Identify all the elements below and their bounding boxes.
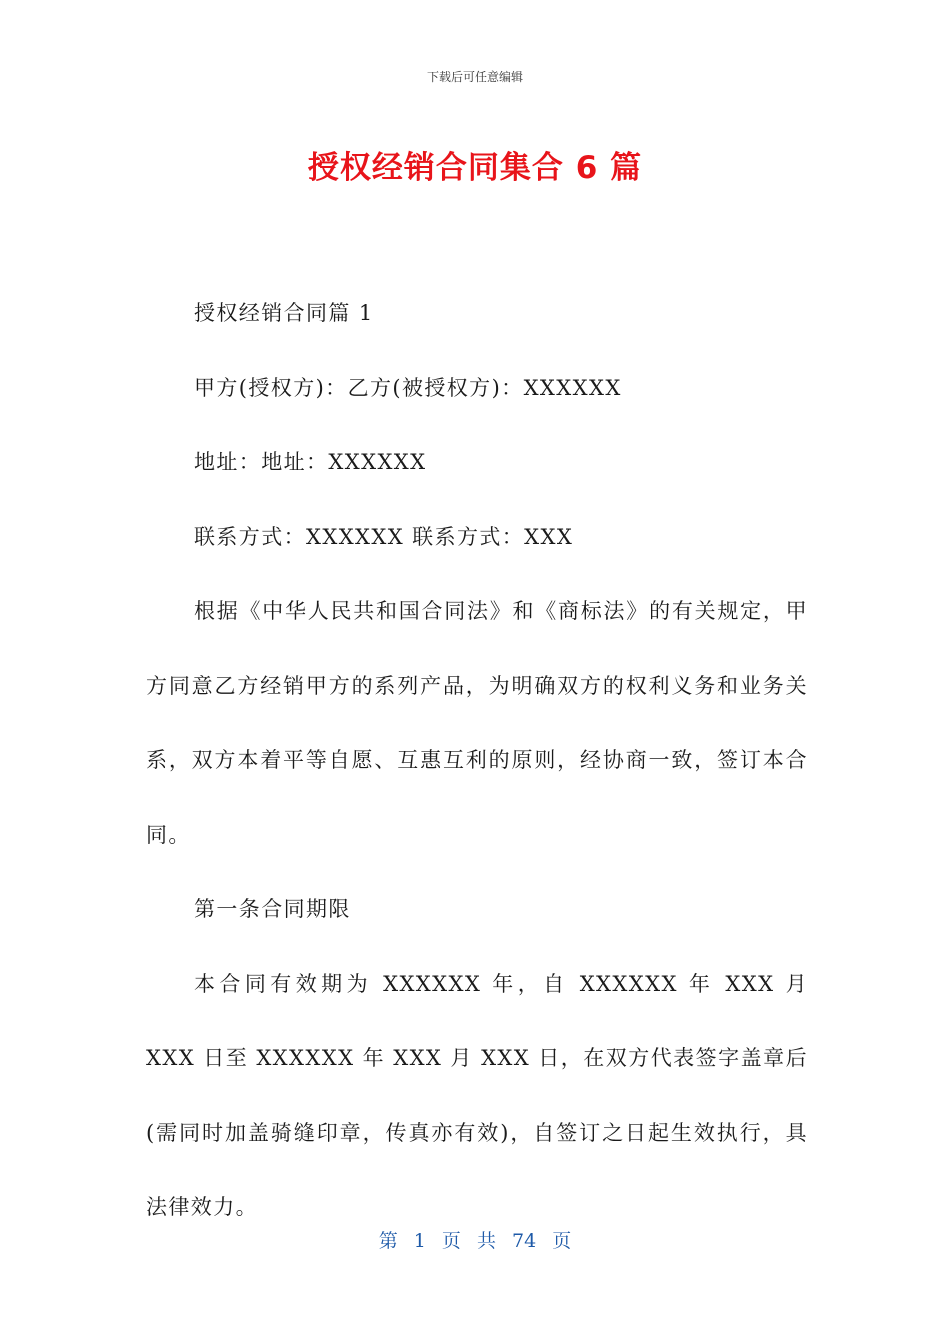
document-title: 授权经销合同集合 6 篇 xyxy=(307,150,643,186)
address-line: 地址：地址：XXXXXX xyxy=(194,450,427,474)
page-number: 第 1 页 共 74 页 xyxy=(378,1230,572,1252)
section-heading: 授权经销合同篇 1 xyxy=(194,301,374,325)
contact-line: 联系方式：XXXXXX 联系方式：XXX xyxy=(194,524,574,549)
term-paragraph: 本合同有效期为 XXXXXX 年，自 XXXXXX 年 XXX 月 XXX 日至 XXXXXX 年 XXX 月 XXX 日，在双方代表签字盖章后(需同时加盖骑缝印章，传真亦有效)，自签订之日起生效执行，具法律效力。 xyxy=(146,971,808,1219)
preamble-paragraph: 根据《中华人民共和国合同法》和《商标法》的有关规定，甲方同意乙方经销甲方的系列产品，为明确双方的权利义务和业务关系，双方本着平等自愿、互惠互利的原则，经协商一致，签订本合同。 xyxy=(146,599,808,847)
party-line: 甲方(授权方)：乙方(被授权方)：XXXXXX xyxy=(194,375,622,400)
header-note: 下载后可任意编辑 xyxy=(426,70,523,84)
document-body xyxy=(146,276,808,1245)
article-heading: 第一条合同期限 xyxy=(194,897,351,921)
